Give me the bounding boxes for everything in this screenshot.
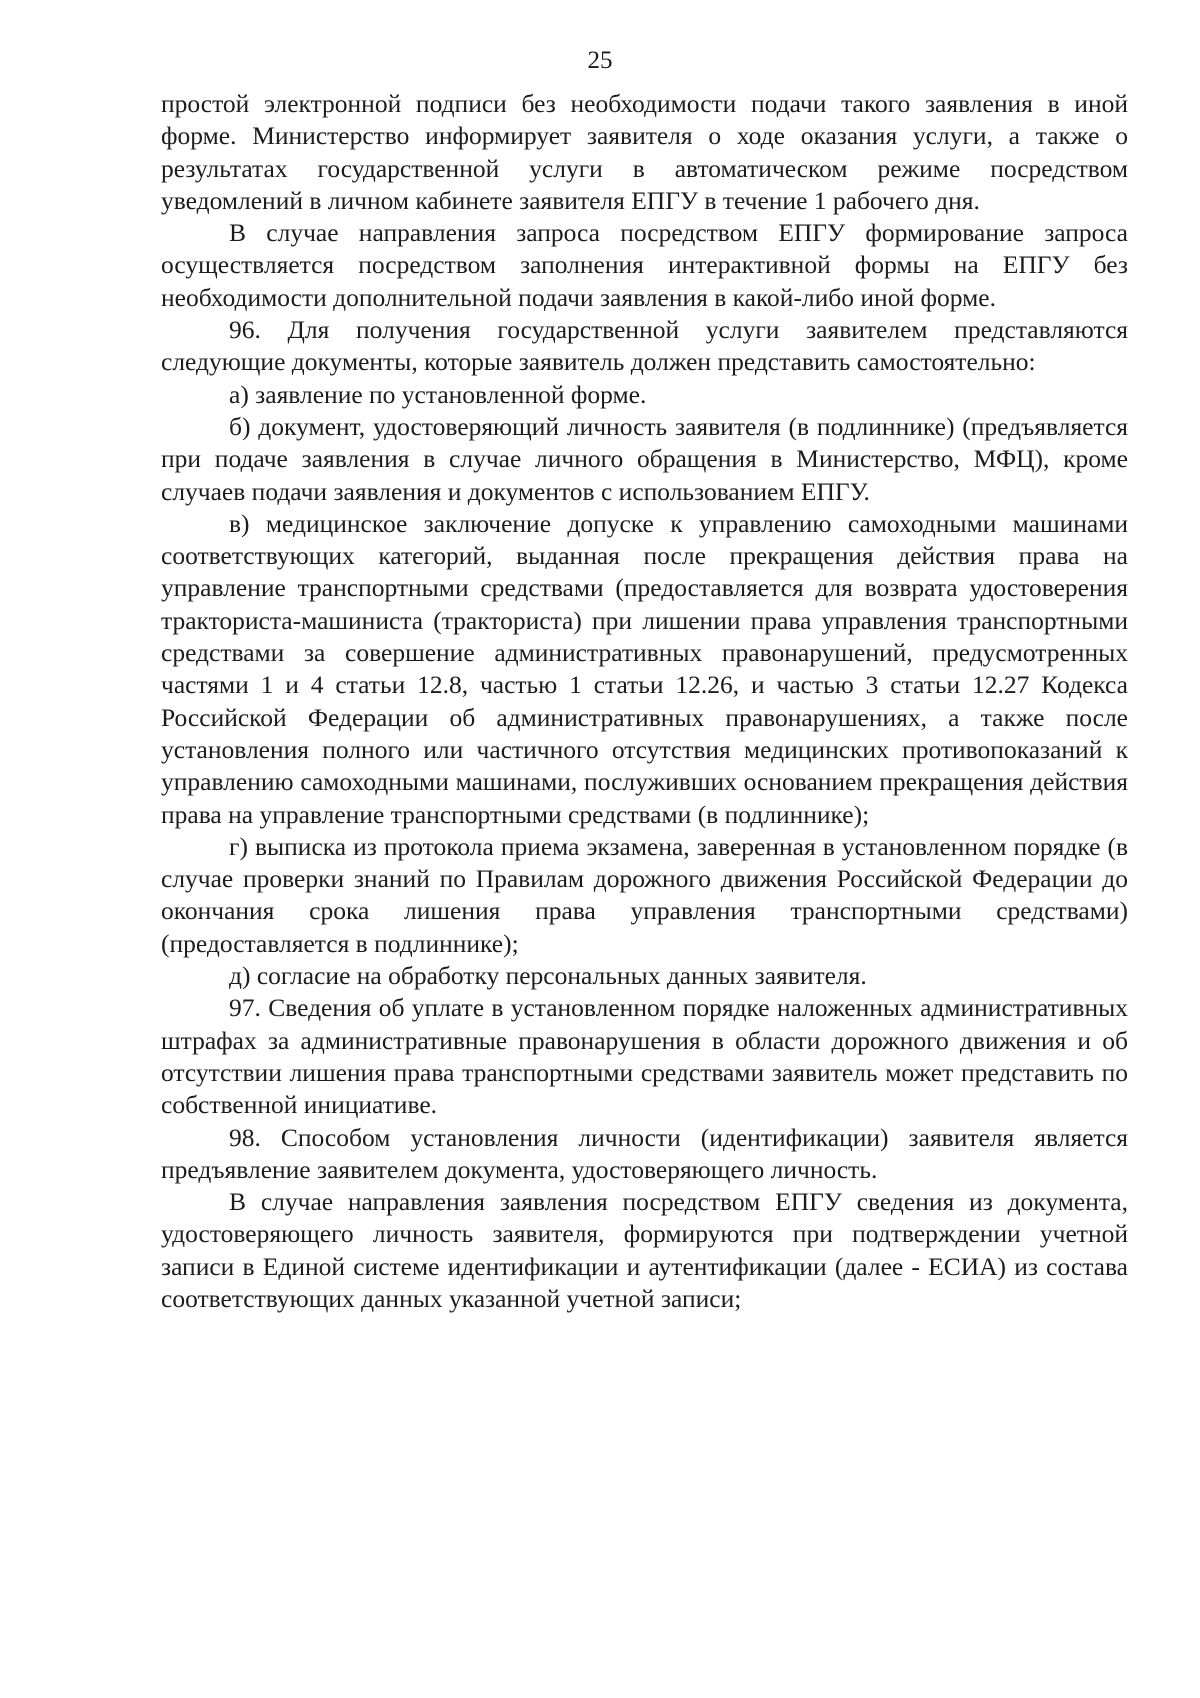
paragraph-97: 97. Сведения об уплате в установленном порядке наложенных административных штрафах за административные правонарушения в области дорожного движения и об отсутствии лишения права транспортными средствами заявитель может представить по собственной инициативе.: [161, 993, 1128, 1120]
paragraph-esign-continuation: простой электронной подписи без необходимости подачи такого заявления в иной форме. Министерство информирует заявителя о ходе оказания услуги, а также о результатах государственной услуги в автоматическом режиме посредством уведомлений в личном кабинете заявителя ЕПГУ в течение 1 рабочего дня.: [161, 89, 1128, 215]
paragraph-98: 98. Способом установления личности (идентификации) заявителя является предъявление заявителем документа, удостоверяющего личность.: [161, 1122, 1128, 1184]
list-item-d: д) согласие на обработку персональных данных заявителя.: [229, 961, 867, 991]
list-item-a: а) заявление по установленной форме.: [229, 379, 647, 409]
document-body: [161, 88, 1128, 1315]
list-item-g: г) выписка из протокола приема экзамена, заверенная в установленном порядке (в случае проверки знаний по Правилам дорожного движения Российской Федерации до окончания срока лишения права управления транспортными средствами) (предоставляется в подлиннике);: [161, 831, 1128, 958]
list-item-v: в) медицинское заключение допуске к управлению самоходными машинами соответствующих категорий, выданная после прекращения действия права на управление транспортными средствами (предоставляется для возврата удостоверения тракториста-машиниста (тракториста) при лишении права управления транспортными средствами за совершение административных правонарушений, предусмотренных частями 1 и 4 статьи 12.8, частью 1 статьи 12.26, и частью 3 статьи 12.27 Кодекса Российской Федерации об административных правонарушениях, а также после установления полного или частичного отсутствия медицинских противопоказаний к управлению самоходными машинами, послуживших основанием прекращения действия права на управление транспортными средствами (в подлиннике);: [161, 508, 1128, 829]
paragraph-esia: В случае направления заявления посредством ЕПГУ сведения из документа, удостоверяющего личность заявителя, формируются при подтверждении учетной записи в Единой системе идентификации и аутентификации (далее - ЕСИА) из состава соответствующих данных указанной учетной записи;: [161, 1187, 1128, 1313]
page-number: 25: [587, 47, 613, 74]
paragraph-96: 96. Для получения государственной услуги заявителем представляются следующие документы, которые заявитель должен представить самостоятельно:: [161, 315, 1128, 377]
paragraph-epgu-request: В случае направления запроса посредством ЕПГУ формирование запроса осуществляется посредством заполнения интерактивной формы на ЕПГУ без необходимости дополнительной подачи заявления в какой-либо иной форме.: [161, 218, 1128, 312]
list-item-b: б) документ, удостоверяющий личность заявителя (в подлиннике) (предъявляется при подаче заявления в случае личного обращения в Министерство, МФЦ), кроме случаев подачи заявления и документов с использованием ЕПГУ.: [161, 411, 1128, 506]
